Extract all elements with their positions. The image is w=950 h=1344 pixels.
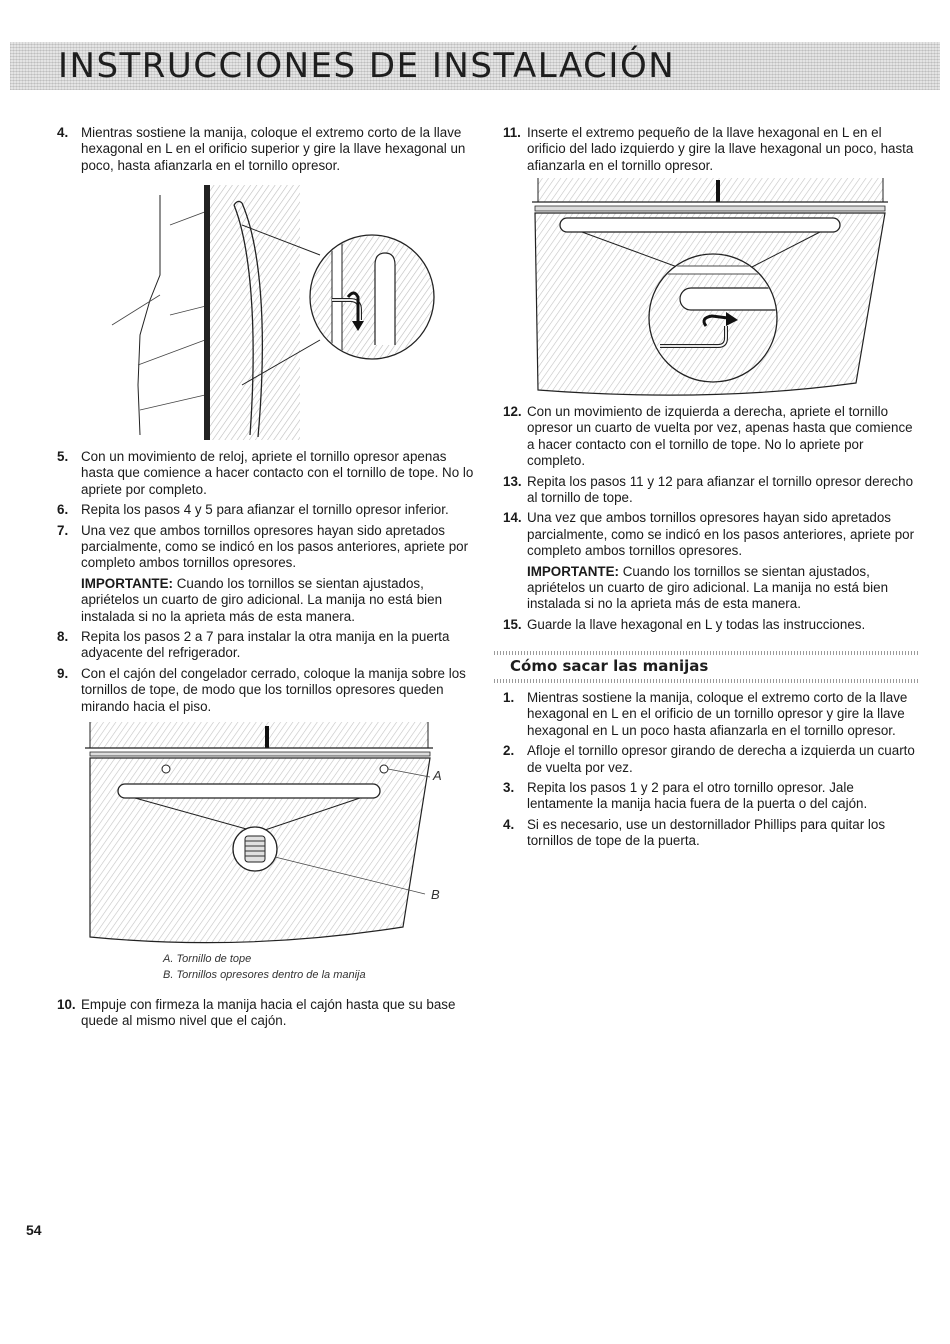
right-steps-a: [503, 125, 923, 178]
important-note: [81, 576, 475, 625]
step-number: 15.: [503, 616, 522, 632]
step-item: [57, 125, 475, 174]
step-item: [503, 404, 923, 470]
step-item: [503, 474, 923, 507]
step-number: 12.: [503, 404, 522, 419]
step-number: 5.: [57, 449, 69, 464]
step-number: 11.: [503, 125, 521, 140]
left-steps-a: [57, 125, 475, 178]
divider-top: [494, 651, 920, 655]
left-steps-b: [57, 449, 475, 719]
step-number: 10.: [57, 997, 76, 1012]
right-steps-b: [503, 404, 923, 637]
step-text: Guarde la llave hexagonal en L y todas las instrucciones.: [527, 616, 866, 632]
step-item: [503, 690, 923, 739]
step-text: Mientras sostiene la manija, coloque el extremo corto de la llave hexagonal en L en el orificio de un tornillo opresor y gire la llave hexagonal en L un poco hasta afianzarla en el tornillo opresor.: [527, 690, 908, 738]
step-text: Afloje el tornillo opresor girando de derecha a izquierda un cuarto de vuelta por vez.: [527, 743, 915, 775]
step-item: [57, 629, 475, 662]
step-item: [57, 997, 475, 1030]
important-text: Cuando los tornillos se sientan ajustados, apriételos un cuarto de giro adicional. La manija no está bien instalada si no la aprieta más de esta manera.: [527, 563, 889, 612]
step-text: Empuje con firmeza la manija hacia el cajón hasta que su base quede al mismo nivel que el cajón.: [81, 997, 456, 1029]
step-item: [503, 743, 923, 776]
figure-drawer-zoom: [530, 178, 895, 398]
step-text: Repita los pasos 11 y 12 para afianzar el tornillo opresor derecho al tornillo de tope.: [527, 473, 914, 506]
step-number: 1.: [503, 690, 515, 705]
step-item: [57, 523, 475, 625]
step-number: 9.: [57, 665, 69, 681]
step-text: Repita los pasos 4 y 5 para afianzar el tornillo opresor inferior.: [81, 502, 449, 518]
step-text: Inserte el extremo pequeño de la llave hexagonal en L en el orificio del lado izquierdo y gire la llave hexagonal un poco, hasta afianzarla en el tornillo opresor.: [527, 125, 914, 173]
step-text: Repita los pasos 2 a 7 para instalar la otra manija en la puerta adyacente del refrigerador.: [81, 629, 450, 661]
step-item: [503, 780, 923, 813]
figure-label-a: A: [433, 768, 442, 783]
right-steps-d: [503, 690, 923, 854]
step-text: Con un movimiento de izquierda a derecha, apriete el tornillo opresor un cuarto de vuelta por vez, apenas hasta que comience a hacer contacto con el tornillo de tope. No lo apriete por completo.: [527, 404, 913, 469]
step-item: [57, 449, 475, 498]
page-title: INSTRUCCIONES DE INSTALACIÓN: [58, 46, 676, 86]
step-number: 13.: [503, 473, 522, 489]
important-label: IMPORTANTE:: [81, 575, 173, 591]
step-text: Con un movimiento de reloj, apriete el tornillo opresor apenas hasta que comience a hacer contacto con el tornillo de tope. No lo apriete por completo.: [81, 449, 474, 497]
step-number: 7.: [57, 522, 69, 538]
step-text: Con el cajón del congelador cerrado, coloque la manija sobre los tornillos de tope, de modo que los tornillos opresores queden mirando hacia el piso.: [81, 665, 466, 714]
step-number: 4.: [503, 816, 515, 832]
page-number: 54: [26, 1222, 42, 1238]
step-number: 2.: [503, 743, 515, 759]
step-number: 3.: [503, 780, 515, 796]
important-note: [527, 564, 923, 613]
step-item: [503, 617, 923, 633]
step-number: 4.: [57, 125, 69, 140]
left-steps-d: [57, 997, 475, 1034]
important-label: IMPORTANTE:: [527, 563, 619, 579]
caption-b: B. Tornillos opresores dentro de la manija: [163, 969, 366, 981]
section-heading: [494, 651, 920, 683]
step-number: 14.: [503, 510, 522, 526]
step-item: [57, 502, 475, 518]
important-text: Cuando los tornillos se sientan ajustados, apriételos un cuarto de giro adicional. La manija no está bien instalada si no la aprieta más de esta manera.: [81, 575, 443, 624]
step-text: Mientras sostiene la manija, coloque el extremo corto de la llave hexagonal en L en el orificio superior y gire la llave hexagonal un poco, hasta afianzarla en el tornillo opresor.: [81, 125, 466, 173]
step-number: 8.: [57, 629, 69, 645]
figure-freezer-drawer: [85, 722, 455, 947]
divider-bottom: [494, 679, 920, 683]
step-text: Una vez que ambos tornillos opresores hayan sido apretados parcialmente, como se indicó en los pasos anteriores, apriete por completo ambos tornillos opresores.: [81, 522, 469, 571]
figure-label-b: B: [431, 887, 440, 902]
step-number: 6.: [57, 502, 69, 518]
step-item: [57, 666, 475, 715]
step-item: [503, 510, 923, 612]
step-text: Una vez que ambos tornillos opresores hayan sido apretados parcialmente, como se indicó en los pasos anteriores, apriete por completo ambos tornillos opresores.: [527, 510, 915, 559]
section-heading-text: Cómo sacar las manijas: [510, 657, 709, 675]
figure-door-handle: [110, 185, 440, 440]
caption-a: A. Tornillo de tope: [163, 953, 252, 965]
step-text: Si es necesario, use un destornillador Phillips para quitar los tornillos de tope de la puerta.: [527, 816, 886, 849]
step-text: Repita los pasos 1 y 2 para el otro tornillo opresor. Jale lentamente la manija hacia fuera de la puerta o del cajón.: [527, 780, 868, 812]
step-item: [503, 125, 923, 174]
step-item: [503, 817, 923, 850]
